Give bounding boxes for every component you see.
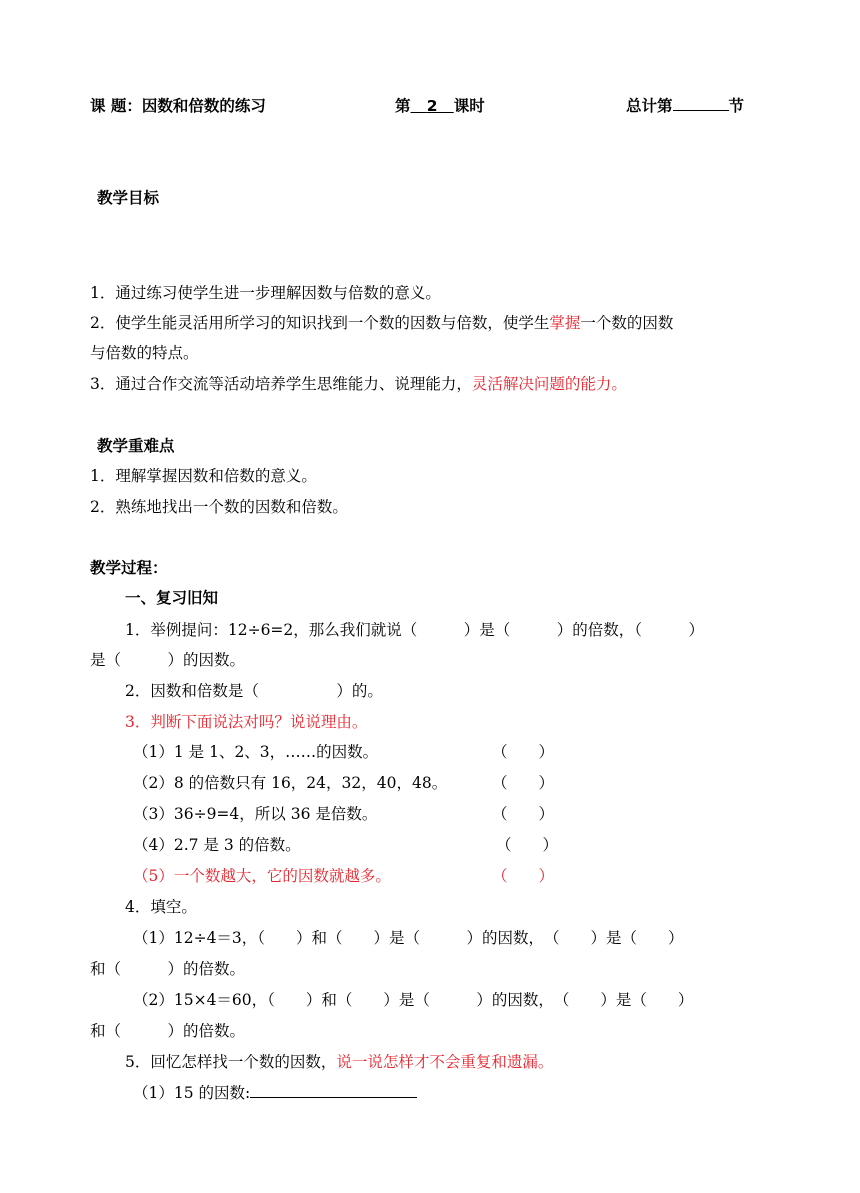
judge-item: （4）2.7 是 3 的倍数。 [133,836,301,854]
judge-item: （1）1 是 1、2、3，……的因数。 [133,743,379,761]
lesson-number [395,96,485,116]
fill-item-2-cont: 和（ ）的倍数。 [90,1022,246,1040]
total-suffix: 节 [728,97,745,115]
key-point-1: 1．理解掌握因数和倍数的意义。 [90,467,317,485]
lesson-number-value: 2 [426,97,438,115]
question-1-cont: 是（ ）的因数。 [90,651,246,669]
goals-heading: 教学目标 [97,189,160,207]
question-4-title: 4．填空。 [125,898,197,916]
lesson-suffix: 课时 [453,97,485,115]
question-2: 2．因数和倍数是（ ）的。 [125,682,383,700]
fill-item-1: （1）12÷4＝3，（ ）和（ ）是（ ）的因数， （ ）是（ ） [133,929,684,947]
judge-blank: （ ） [492,867,555,885]
judge-blank: （ ） [492,743,555,761]
question-1: 1．举例提问：12÷6=2，那么我们就说（ ）是（ ）的倍数，（ ） [125,621,705,639]
highlight-text: 灵活解决问题的能力。 [471,375,627,393]
key-point-2: 2．熟练地找出一个数的因数和倍数。 [90,498,348,516]
fill-item-1-cont: 和（ ）的倍数。 [90,960,246,978]
fill-item-2: （2）15×4＝60，（ ）和（ ）是（ ）的因数， （ ）是（ ） [133,991,694,1009]
goal-item-2-cont: 与倍数的特点。 [90,344,199,362]
answer-blank [250,1083,417,1098]
question-3-title: 3．判断下面说法对吗？说说理由。 [125,713,368,731]
judge-item: （2）8 的倍数只有 16，24，32，40，48。 [133,774,448,792]
question-5: 5．回忆怎样找一个数的因数，说一说怎样才不会重复和遗漏。 [125,1053,554,1071]
judge-blank: （ ） [492,774,555,792]
section-review: 一、复习旧知 [125,589,219,607]
judge-item: （3）36÷9=4，所以 36 是倍数。 [133,805,378,823]
question-5-1: （1）15 的因数: [133,1083,417,1103]
highlight-text: 掌握 [549,314,581,332]
goal-item-2: 2．使学生能灵活用所学习的知识找到一个数的因数与倍数，使学生掌握一个数的因数 [90,314,674,332]
total-prefix: 总计第 [626,97,673,115]
total-blank [673,96,729,111]
goal-item-3: 3．通过合作交流等活动培养学生思维能力、说理能力，灵活解决问题的能力。 [90,375,627,393]
judge-item: （5）一个数越大，它的因数就越多。 [133,867,391,885]
highlight-text: 说一说怎样才不会重复和遗漏。 [336,1053,554,1071]
total-count [626,96,744,116]
judge-blank: （ ） [496,836,559,854]
judge-blank: （ ） [492,805,555,823]
lesson-topic: 课 题：因数和倍数的练习 [90,97,266,115]
goal-item-1: 1．通过练习使学生进一步理解因数与倍数的意义。 [90,284,441,302]
key-points-heading: 教学重难点 [97,437,175,455]
process-heading: 教学过程： [90,559,168,577]
lesson-prefix: 第 [395,97,411,115]
